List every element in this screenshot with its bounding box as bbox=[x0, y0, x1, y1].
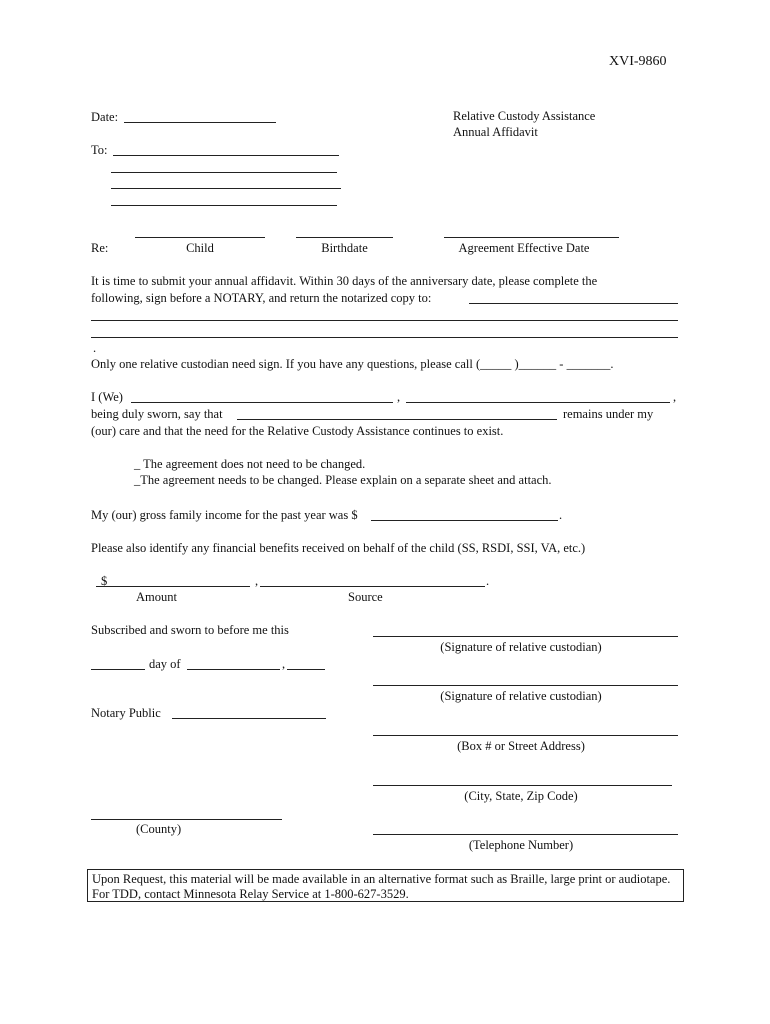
to-field-line1[interactable] bbox=[113, 155, 339, 156]
address-label: (Box # or Street Address) bbox=[457, 739, 585, 753]
child-label: Child bbox=[186, 241, 214, 255]
to-field-line3[interactable] bbox=[111, 188, 341, 189]
source-label: Source bbox=[348, 590, 383, 604]
child-name-field[interactable] bbox=[237, 419, 557, 420]
income-period: . bbox=[559, 508, 563, 522]
option-change[interactable]: _The agreement needs to be changed. Please explain on a separate sheet and attach. bbox=[134, 473, 552, 487]
city-label: (City, State, Zip Code) bbox=[464, 789, 578, 803]
form-title-line1: Relative Custody Assistance bbox=[453, 109, 596, 123]
agreement-date-label: Agreement Effective Date bbox=[458, 241, 590, 255]
year-field[interactable] bbox=[287, 669, 325, 670]
dollar-sign: $ bbox=[101, 574, 108, 588]
intro-line1: It is time to submit your annual affidavit. Within 30 days of the anniversary date, please complete the bbox=[91, 274, 598, 288]
custodian-name-field2[interactable] bbox=[406, 402, 670, 403]
return-address-line2[interactable] bbox=[91, 320, 678, 321]
phone-field[interactable] bbox=[373, 834, 678, 835]
only-one-text: Only one relative custodian need sign. If you have any questions, please call (_____ )______ - _______. bbox=[91, 357, 614, 371]
comma-4: , bbox=[282, 657, 286, 671]
day-of-label: day of bbox=[149, 657, 181, 671]
remains-label: remains under my bbox=[563, 407, 654, 421]
day-field[interactable] bbox=[91, 669, 145, 670]
month-field[interactable] bbox=[187, 669, 280, 670]
signature-label-1: (Signature of relative custodian) bbox=[440, 640, 602, 654]
option-no-change[interactable]: _ The agreement does not need to be changed. bbox=[134, 457, 366, 471]
custodian-name-field1[interactable] bbox=[131, 402, 393, 403]
agreement-date-field[interactable] bbox=[444, 237, 619, 238]
birthdate-field[interactable] bbox=[296, 237, 393, 238]
county-label: (County) bbox=[136, 822, 182, 836]
source-period: . bbox=[486, 574, 490, 588]
signature-label-2: (Signature of relative custodian) bbox=[440, 689, 602, 703]
benefits-text: Please also identify any financial benefits received on behalf of the child (SS, RSDI, SSI, VA, etc.) bbox=[91, 541, 586, 555]
address-field[interactable] bbox=[373, 735, 678, 736]
amount-label: Amount bbox=[136, 590, 177, 604]
return-address-field[interactable] bbox=[469, 303, 678, 304]
accessibility-notice bbox=[87, 869, 684, 902]
form-id: XVI-9860 bbox=[609, 54, 667, 69]
to-field-line4[interactable] bbox=[111, 205, 337, 206]
subscribed-text: Subscribed and sworn to before me this bbox=[91, 623, 289, 637]
comma-3: , bbox=[255, 574, 259, 588]
period-mark: . bbox=[93, 341, 97, 355]
date-label: Date: bbox=[91, 110, 119, 124]
to-label: To: bbox=[91, 143, 108, 157]
return-address-line3[interactable] bbox=[91, 337, 678, 338]
notary-public-field[interactable] bbox=[172, 718, 326, 719]
intro-line2: following, sign before a NOTARY, and return the notarized copy to: bbox=[91, 291, 432, 305]
city-field[interactable] bbox=[373, 785, 672, 786]
child-field[interactable] bbox=[135, 237, 265, 238]
re-label: Re: bbox=[91, 241, 109, 255]
notary-public-label: Notary Public bbox=[91, 706, 161, 720]
notice-line1: Upon Request, this material will be made available in an alternative format such as Braille, large print or audiotape. bbox=[92, 872, 671, 886]
phone-label: (Telephone Number) bbox=[468, 838, 574, 852]
duly-sworn-label: being duly sworn, say that bbox=[91, 407, 223, 421]
income-field[interactable] bbox=[371, 520, 558, 521]
birthdate-label: Birthdate bbox=[321, 241, 368, 255]
to-field-line2[interactable] bbox=[111, 172, 337, 173]
source-field[interactable] bbox=[260, 586, 485, 587]
amount-field[interactable] bbox=[96, 586, 250, 587]
notice-line2: For TDD, contact Minnesota Relay Service at 1-800-627-3529. bbox=[92, 887, 409, 901]
comma-2: , bbox=[673, 390, 677, 404]
comma-1: , bbox=[397, 390, 401, 404]
i-we-label: I (We) bbox=[91, 390, 123, 404]
form-title-line2: Annual Affidavit bbox=[453, 125, 538, 139]
signature-field-1[interactable] bbox=[373, 636, 678, 637]
county-field[interactable] bbox=[91, 819, 282, 820]
care-line: (our) care and that the need for the Relative Custody Assistance continues to exist. bbox=[91, 424, 504, 438]
date-field[interactable] bbox=[124, 122, 276, 123]
income-label: My (our) gross family income for the past year was $ bbox=[91, 508, 358, 522]
signature-field-2[interactable] bbox=[373, 685, 678, 686]
